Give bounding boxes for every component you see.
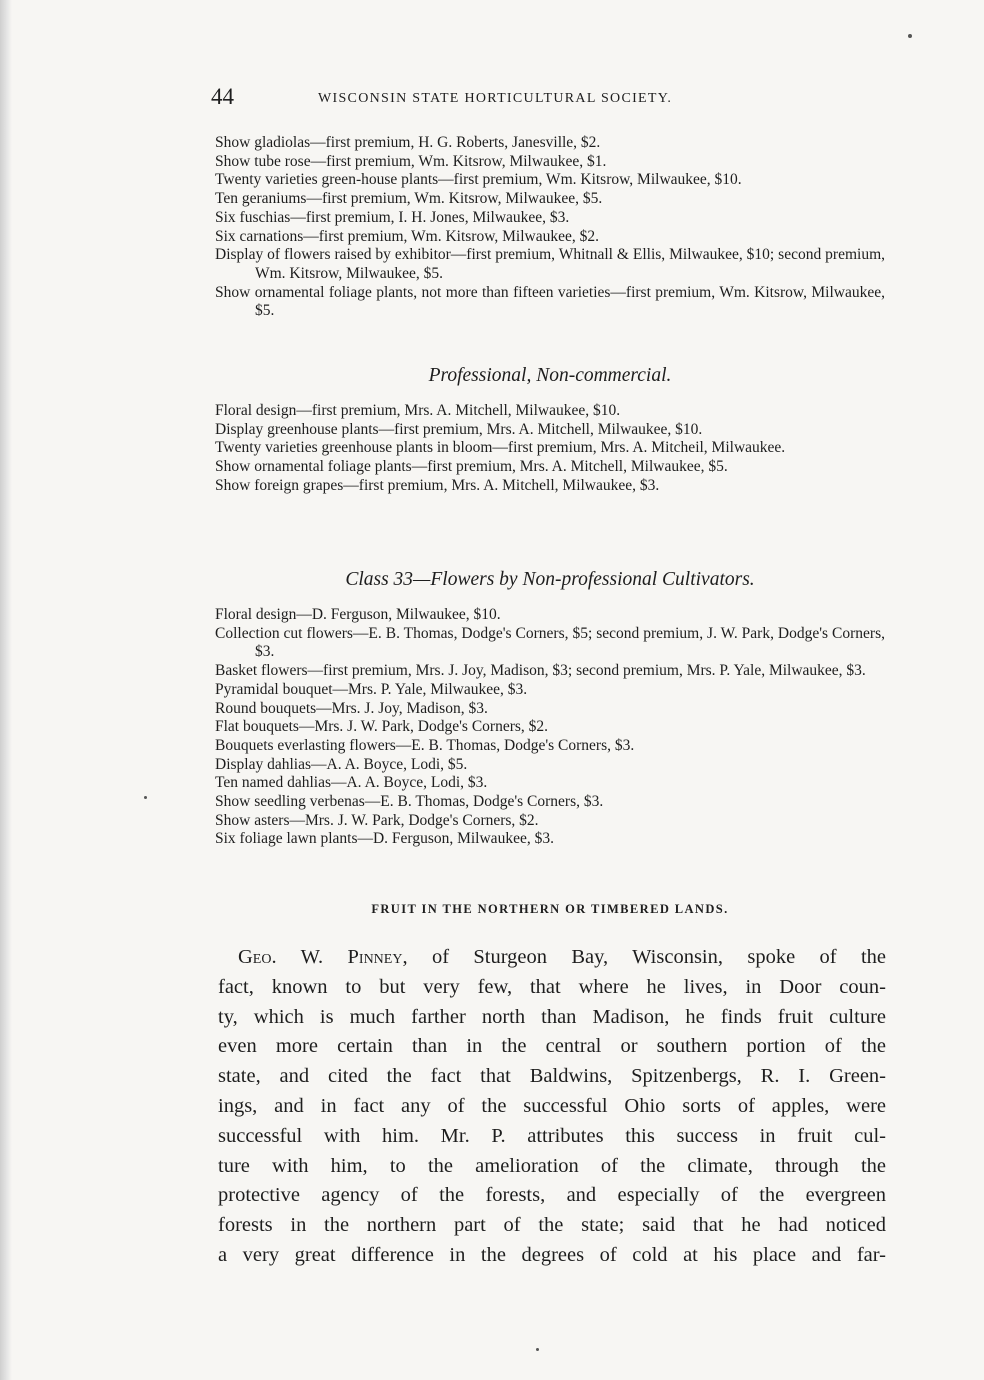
list-item: Floral design—D. Ferguson, Milwaukee, $10.	[215, 606, 501, 623]
section-heading-professional: Professional, Non-commercial.	[428, 365, 672, 386]
list-item: Pyramidal bouquet—Mrs. P. Yale, Milwaukee, $3.	[215, 680, 528, 698]
page-header	[211, 84, 881, 114]
premium-list-greenhouse	[215, 134, 885, 321]
article-line: ings, and in fact any of the successful Ohio sorts of apples, were	[218, 1094, 886, 1117]
article-body	[218, 943, 886, 1271]
list-item: Display of flowers raised by exhibitor—first premium, Whitnall & Ellis, Milwaukee, $10; second premium, Wm. Kitsrow, Milwaukee, $5.	[215, 246, 885, 282]
list-item: Six carnations—first premium, Wm. Kitsrow, Milwaukee, $2.	[215, 227, 599, 245]
list-item: Show tube rose—first premium, Wm. Kitsrow, Milwaukee, $1.	[215, 152, 607, 170]
ink-speck	[144, 796, 147, 799]
article-line: protective agency of the forests, and especially of the evergreen	[218, 1184, 886, 1207]
list-item: Twenty varieties green-house plants—first premium, Wm. Kitsrow, Milwaukee, $10.	[215, 171, 742, 189]
list-item: Six fuschias—first premium, I. H. Jones, Milwaukee, $3.	[215, 208, 570, 226]
list-item: Show ornamental foliage plants—first premium, Mrs. A. Mitchell, Milwaukee, $5.	[215, 458, 728, 476]
list-item: Basket flowers—first premium, Mrs. J. Joy, Madison, $3; second premium, Mrs. P. Yale, Milwaukee, $3.	[215, 662, 866, 680]
page-binding-shadow	[0, 0, 12, 1380]
list-item: Ten geraniums—first premium, Wm. Kitsrow, Milwaukee, $5.	[215, 190, 603, 208]
article-line: fact, known to but very few, that where he lives, in Door coun-	[218, 975, 886, 998]
premium-list-professional	[215, 402, 885, 496]
article-line: forests in the northern part of the state; said that he had noticed	[218, 1214, 886, 1237]
article-line: state, and cited the fact that Baldwins, Spitzenbergs, R. I. Green-	[218, 1065, 886, 1088]
running-title: WISCONSIN STATE HORTICULTURAL SOCIETY.	[318, 91, 673, 106]
article-line: ture with him, to the amelioration of the climate, through the	[218, 1154, 886, 1177]
list-item: Show ornamental foliage plants, not more than fifteen varieties—first premium, Wm. Kitsrow, Milwaukee, $5.	[215, 283, 885, 320]
speaker-name: Geo. W. Pinney	[238, 946, 403, 968]
list-item: Six foliage lawn plants—D. Ferguson, Milwaukee, $3.	[215, 830, 554, 848]
article-line: Geo. W. Pinney, of Sturgeon Bay, Wisconsin, spoke of the	[238, 946, 886, 968]
premium-list-class-33	[215, 606, 885, 849]
list-item: Show seedling verbenas—E. B. Thomas, Dodge's Corners, $3.	[215, 793, 604, 811]
list-item: Collection cut flowers—E. B. Thomas, Dodge's Corners, $5; second premium, J. W. Park, Dodge's Corners, $3.	[215, 624, 885, 661]
list-item: Show gladiolas—first premium, H. G. Roberts, Janesville, $2.	[215, 134, 601, 151]
list-item: Bouquets everlasting flowers—E. B. Thomas, Dodge's Corners, $3.	[215, 736, 635, 754]
article-line: successful with him. Mr. P. attributes this success in fruit cul-	[218, 1124, 886, 1147]
list-item: Display greenhouse plants—first premium, Mrs. A. Mitchell, Milwaukee, $10.	[215, 420, 703, 438]
article-line: even more certain than in the central or southern portion of the	[218, 1035, 886, 1058]
list-item: Ten named dahlias—A. A. Boyce, Lodi, $3.	[215, 774, 488, 792]
list-item: Display dahlias—A. A. Boyce, Lodi, $5.	[215, 755, 468, 773]
list-item: Round bouquets—Mrs. J. Joy, Madison, $3.	[215, 699, 488, 717]
list-item: Show foreign grapes—first premium, Mrs. A. Mitchell, Milwaukee, $3.	[215, 476, 660, 494]
page-number: 44	[211, 84, 234, 109]
article-line: a very great difference in the degrees of cold at his place and far-	[218, 1243, 886, 1266]
ink-speck	[908, 34, 912, 38]
ink-speck	[536, 1348, 539, 1351]
article-heading: FRUIT IN THE NORTHERN OR TIMBERED LANDS.	[371, 902, 729, 916]
list-item: Twenty varieties greenhouse plants in bloom—first premium, Mrs. A. Mitcheil, Milwaukee.	[215, 439, 786, 457]
list-item: Floral design—first premium, Mrs. A. Mitchell, Milwaukee, $10.	[215, 402, 621, 419]
list-item: Show asters—Mrs. J. W. Park, Dodge's Corners, $2.	[215, 811, 539, 829]
section-heading-class-33: Class 33—Flowers by Non-professional Cultivators.	[345, 569, 755, 590]
list-item: Flat bouquets—Mrs. J. W. Park, Dodge's Corners, $2.	[215, 718, 549, 736]
article-line: ty, which is much farther north than Madison, he finds fruit culture	[218, 1005, 886, 1028]
